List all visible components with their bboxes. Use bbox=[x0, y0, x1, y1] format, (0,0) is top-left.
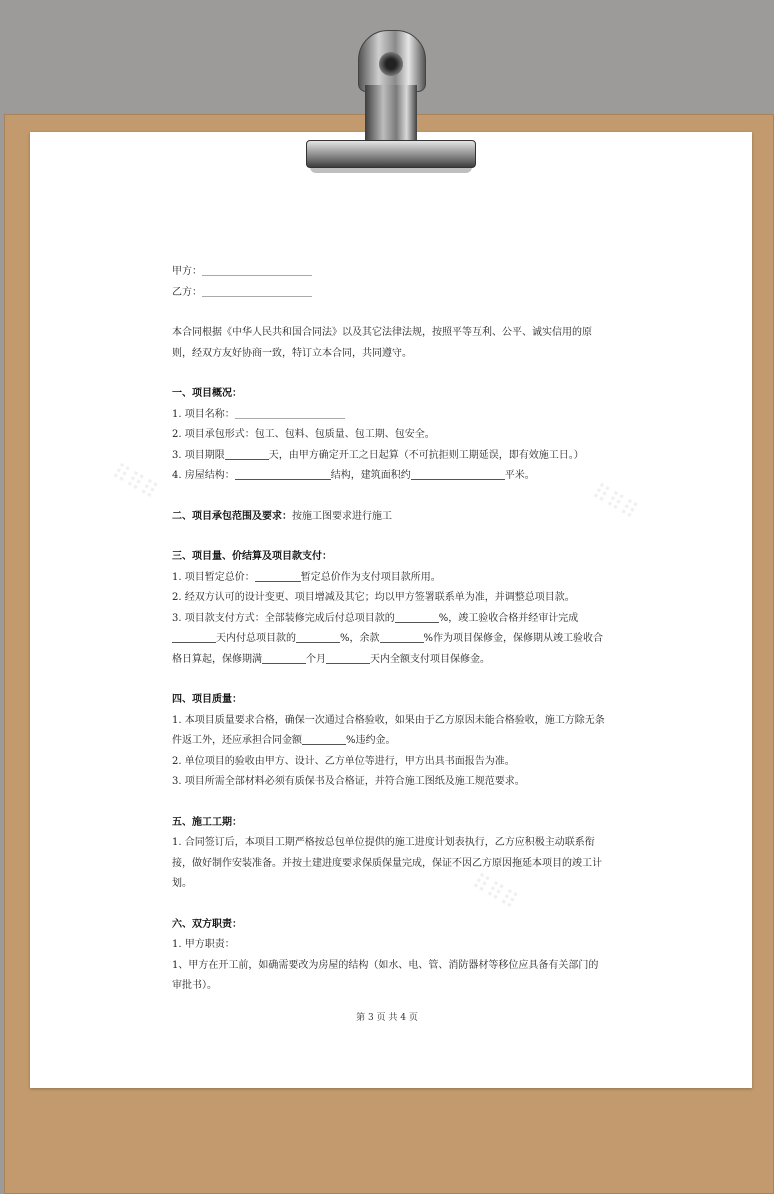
section-2 bbox=[172, 507, 608, 528]
s1-item-4: 4. 房屋结构： 结构，建筑面积约 平米。 bbox=[172, 466, 608, 487]
s1-item-2: 2. 项目承包形式：包工、包料、包质量、包工期、包安全。 bbox=[172, 429, 435, 440]
s3-item-3: 3. 项目款支付方式：全部装修完成后付总项目款的 %，竣工验收合格并经审计完成天内付总项目款的 %，余款 %作为项目保修金，保修期从竣工验收合格日算起，保修期满 个月 天内全额支付项目保修金。 bbox=[172, 609, 608, 671]
contract-body bbox=[172, 262, 608, 997]
section-3-title: 三、项目量、价结算及项目款支付： bbox=[172, 551, 332, 562]
section-1-title: 一、项目概况： bbox=[172, 388, 242, 399]
party-b-blank bbox=[202, 284, 312, 297]
watermark: ⠿⠿⠿ bbox=[586, 479, 642, 526]
binder-clip-neck bbox=[365, 85, 417, 143]
section-2-title: 二、项目承包范围及要求： bbox=[172, 510, 292, 522]
section-2-text: 按施工图要求进行施工 bbox=[292, 510, 392, 522]
section-6-title: 六、双方职责： bbox=[172, 918, 242, 930]
s4-item-2: 2. 单位项目的验收由甲方、设计、乙方单位等进行，甲方出具书面报告为准。 bbox=[172, 755, 515, 767]
watermark: ⠿⠿⠿ bbox=[106, 459, 162, 506]
s4-item-1: 1. 本项目质量要求合格，确保一次通过合格验收，如果由于乙方原因未能合格验收，施工方除无条件返工外，还应承担合同金额 %违约金。 bbox=[172, 714, 605, 746]
s3-item-1: 1. 项目暂定总价： 暂定总价作为支付项目款所用。 bbox=[172, 568, 608, 589]
section-5-title: 五、施工工期： bbox=[172, 816, 242, 828]
party-b-line: 乙方： bbox=[172, 283, 608, 304]
binder-clip-base bbox=[306, 140, 476, 168]
binder-clip-hole bbox=[379, 52, 403, 76]
s6-item-1: 1. 甲方职责： bbox=[172, 939, 235, 950]
watermark: ⠿⠿⠿ bbox=[466, 869, 522, 916]
section-4-title: 四、项目质量： bbox=[172, 694, 242, 705]
page-number: 第 3 页 共 4 页 bbox=[356, 1013, 418, 1023]
s3-item-2: 2. 经双方认可的设计变更、项目增减及其它；均以甲方签署联系单为准，并调整总项目款。 bbox=[172, 592, 575, 603]
s1-item-1: 1. 项目名称： bbox=[172, 405, 608, 426]
intro-paragraph: 本合同根据《中华人民共和国合同法》以及其它法律法规，按照平等互利、公平、诚实信用的原则，经双方友好协商一致，特订立本合同，共同遵守。 bbox=[172, 327, 592, 359]
party-a-line: 甲方： bbox=[172, 262, 608, 283]
s1-item-3: 3. 项目期限 天，由甲方确定开工之日起算（不可抗拒则工期延误，即有效施工日。） bbox=[172, 446, 608, 467]
s6-item-2: 1、甲方在开工前，如确需要改为房屋的结构（如水、电、管、消防器材等移位应具备有关部门的审批书）。 bbox=[172, 959, 599, 991]
party-a-blank bbox=[202, 263, 312, 276]
s4-item-3: 3. 项目所需全部材料必须有质保书及合格证，并符合施工图纸及施工规范要求。 bbox=[172, 776, 525, 787]
s5-item-1: 1. 合同签订后，本项目工期严格按总包单位提供的施工进度计划表执行，乙方应积极主动联系衔接，做好制作安装准备。并按土建进度要求保质保量完成，保证不因乙方原因拖延本项目的竣工计划。 bbox=[172, 837, 602, 889]
